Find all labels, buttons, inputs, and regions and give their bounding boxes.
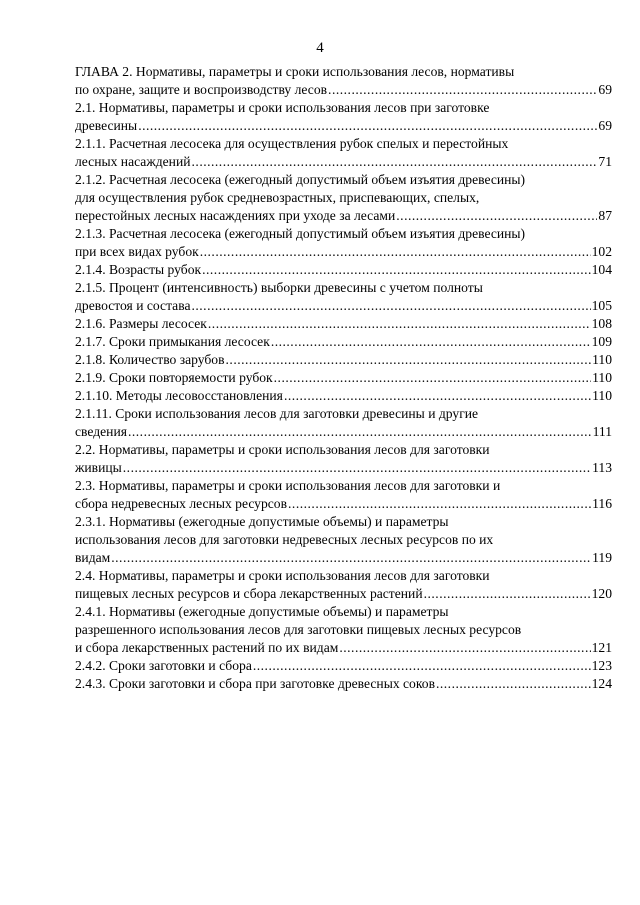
dot-leader: [396, 207, 597, 225]
dot-leader: [128, 423, 592, 441]
toc-entry-page: 87: [598, 208, 612, 223]
dot-leader: [208, 315, 591, 333]
toc-entry: [75, 675, 612, 693]
toc-entry-line: 2.1. Нормативы, параметры и сроки использования лесов при заготовке: [75, 100, 490, 115]
toc-entry-last-line: [75, 549, 612, 567]
dot-leader: [284, 387, 591, 405]
dot-leader: [271, 333, 591, 351]
dot-leader: [192, 153, 598, 171]
toc-entry-page: 124: [591, 676, 612, 691]
toc-entry: [75, 99, 612, 135]
toc-entry-page: 69: [598, 118, 612, 133]
toc-entry-page: 110: [592, 352, 612, 367]
toc-entry-page: 123: [591, 658, 612, 673]
toc-entry-title: перестойных лесных насаждениях при уходе за лесами: [75, 208, 396, 223]
toc-entry-page: 69: [598, 82, 612, 97]
toc-entry-last-line: [75, 81, 612, 99]
dot-leader: [328, 81, 597, 99]
toc-entry-title: 2.1.4. Возрасты рубок: [75, 262, 202, 277]
toc-entry-line: 2.2. Нормативы, параметры и сроки использования лесов для заготовки: [75, 442, 490, 457]
toc-entry-page: 102: [591, 244, 612, 259]
toc-entry-last-line: [75, 459, 612, 477]
dot-leader: [288, 495, 591, 513]
toc-entry-line: 2.1.2. Расчетная лесосека (ежегодный допустимый объем изъятия древесины): [75, 172, 526, 187]
toc-entry-page: 120: [591, 586, 612, 601]
dot-leader: [123, 459, 591, 477]
toc-entry-line: 2.4.1. Нормативы (ежегодные допустимые объемы) и параметры: [75, 604, 449, 619]
dot-leader: [202, 261, 591, 279]
toc-entry-last-line: [75, 297, 612, 315]
toc-entry-title: 2.1.7. Сроки примыкания лесосек: [75, 334, 270, 349]
toc-entry-title: древостоя и состава: [75, 298, 191, 313]
toc-entry-title: древесины: [75, 118, 138, 133]
dot-leader: [191, 297, 590, 315]
toc-entry-title: 2.1.9. Сроки повторяемости рубок: [75, 370, 273, 385]
toc-entry-page: 108: [591, 316, 612, 331]
toc-entry-page: 71: [598, 154, 612, 169]
toc-entry-page: 121: [591, 640, 612, 655]
dot-leader: [424, 585, 591, 603]
toc-entry-page: 105: [591, 298, 612, 313]
toc-entry-page: 116: [592, 496, 612, 511]
toc-entry: [75, 603, 612, 657]
toc-entry-last-line: [75, 153, 612, 171]
toc-entry-line: ГЛАВА 2. Нормативы, параметры и сроки использования лесов, нормативы: [75, 64, 515, 79]
toc-entry-last-line: [75, 351, 612, 369]
toc-entry-last-line: [75, 207, 612, 225]
toc-entry-line: 2.1.3. Расчетная лесосека (ежегодный допустимый объем изъятия древесины): [75, 226, 526, 241]
toc-entry-title: по охране, защите и воспроизводству лесов: [75, 82, 328, 97]
toc-entry-page: 109: [591, 334, 612, 349]
toc-entry: [75, 387, 612, 405]
toc-entry-line: 2.1.5. Процент (интенсивность) выборки древесины с учетом полноты: [75, 280, 483, 295]
table-of-contents: [75, 63, 612, 693]
toc-entry-last-line: [75, 243, 612, 261]
toc-entry: [75, 63, 612, 99]
toc-entry-title: сведения: [75, 424, 127, 439]
toc-entry: [75, 369, 612, 387]
dot-leader: [436, 675, 591, 693]
toc-entry-title: 2.4.2. Сроки заготовки и сбора: [75, 658, 252, 673]
toc-entry: [75, 405, 612, 441]
toc-entry-last-line: [75, 387, 612, 405]
toc-entry-last-line: [75, 333, 612, 351]
toc-entry-title: сбора недревесных лесных ресурсов: [75, 496, 288, 511]
toc-entry-title: 2.4.3. Сроки заготовки и сбора при заготовке древесных соков: [75, 676, 435, 691]
toc-entry-last-line: [75, 423, 612, 441]
toc-entry-last-line: [75, 315, 612, 333]
dot-leader: [138, 117, 597, 135]
toc-entry-title: живицы: [75, 460, 122, 475]
toc-entry-page: 104: [591, 262, 612, 277]
toc-entry-title: 2.1.8. Количество зарубов: [75, 352, 225, 367]
toc-entry: [75, 657, 612, 675]
toc-entry-last-line: [75, 495, 612, 513]
toc-entry: [75, 225, 612, 261]
toc-entry-line: использования лесов для заготовки недревесных лесных ресурсов по их: [75, 532, 494, 547]
toc-entry-title: и сбора лекарственных растений по их видам: [75, 640, 339, 655]
toc-entry-title: видам: [75, 550, 111, 565]
toc-entry: [75, 279, 612, 315]
toc-entry-title: лесных насаждений: [75, 154, 191, 169]
toc-entry: [75, 135, 612, 171]
toc-entry: [75, 441, 612, 477]
toc-entry-page: 110: [592, 388, 612, 403]
toc-entry-last-line: [75, 117, 612, 135]
dot-leader: [339, 639, 590, 657]
toc-entry-last-line: [75, 675, 612, 693]
toc-entry-line: 2.4. Нормативы, параметры и сроки использования лесов для заготовки: [75, 568, 490, 583]
toc-entry-line: 2.1.11. Сроки использования лесов для заготовки древесины и другие: [75, 406, 479, 421]
toc-entry-last-line: [75, 657, 612, 675]
toc-entry: [75, 567, 612, 603]
toc-entry-title: при всех видах рубок: [75, 244, 199, 259]
dot-leader: [274, 369, 591, 387]
toc-entry: [75, 315, 612, 333]
dot-leader: [111, 549, 591, 567]
toc-entry-title: 2.1.6. Размеры лесосек: [75, 316, 207, 331]
toc-entry: [75, 171, 612, 225]
toc-entry-page: 111: [592, 424, 612, 439]
toc-entry-line: 2.1.1. Расчетная лесосека для осуществления рубок спелых и перестойных: [75, 136, 509, 151]
toc-entry-last-line: [75, 261, 612, 279]
dot-leader: [200, 243, 591, 261]
toc-entry-title: 2.1.10. Методы лесовосстановления: [75, 388, 283, 403]
dot-leader: [226, 351, 592, 369]
toc-entry-line: разрешенного использования лесов для заготовки пищевых лесных ресурсов: [75, 622, 522, 637]
toc-entry: [75, 333, 612, 351]
toc-entry-last-line: [75, 585, 612, 603]
page-number: 4: [316, 40, 324, 56]
toc-entry-page: 113: [592, 460, 612, 475]
toc-entry-page: 119: [592, 550, 612, 565]
dot-leader: [253, 657, 591, 675]
toc-entry: [75, 261, 612, 279]
toc-entry: [75, 513, 612, 567]
toc-entry-page: 110: [592, 370, 612, 385]
toc-entry-line: 2.3. Нормативы, параметры и сроки использования лесов для заготовки и: [75, 478, 501, 493]
toc-entry-last-line: [75, 639, 612, 657]
toc-entry-line: 2.3.1. Нормативы (ежегодные допустимые объемы) и параметры: [75, 514, 449, 529]
toc-entry-last-line: [75, 369, 612, 387]
toc-entry-title: пищевых лесных ресурсов и сбора лекарственных растений: [75, 586, 423, 601]
toc-entry: [75, 477, 612, 513]
toc-entry-line: для осуществления рубок средневозрастных, приспевающих, спелых,: [75, 190, 480, 205]
toc-entry: [75, 351, 612, 369]
